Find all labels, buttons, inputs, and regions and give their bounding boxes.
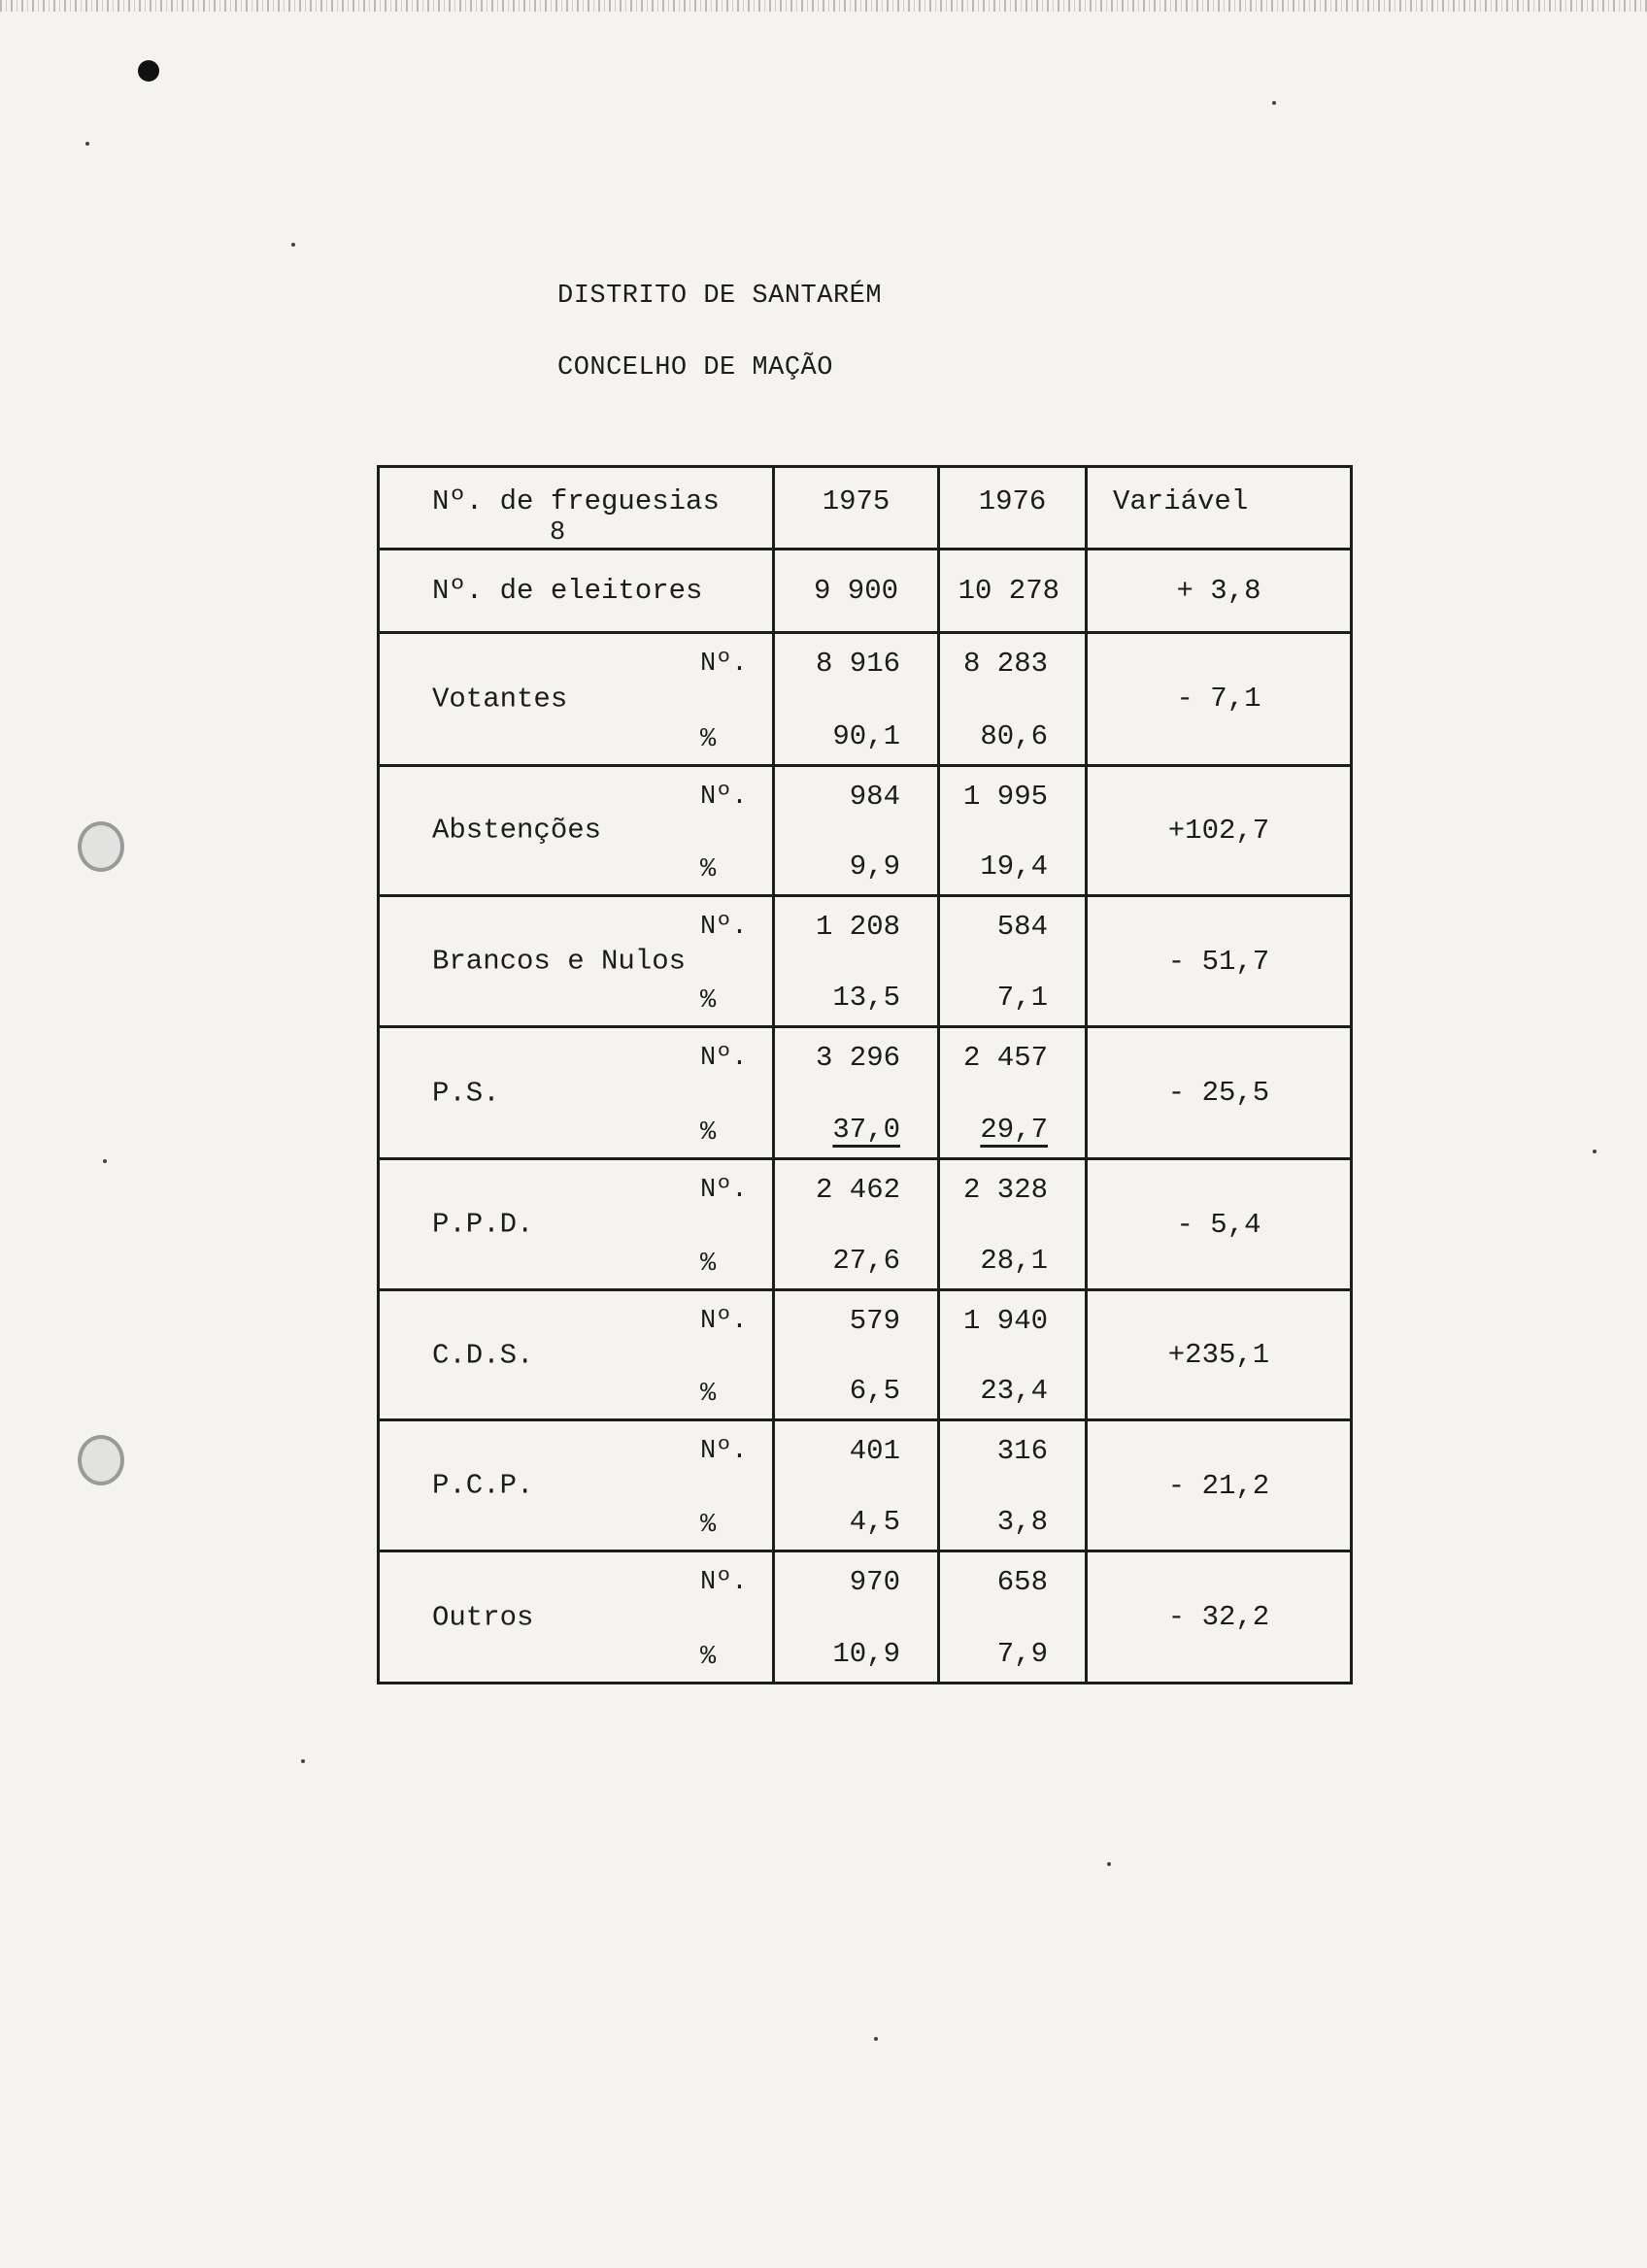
punch-hole-bottom bbox=[78, 1435, 124, 1485]
table-row bbox=[379, 766, 1352, 896]
row-label-wrap bbox=[380, 897, 772, 1026]
percent-1975: 6,5 bbox=[849, 1374, 900, 1407]
percent-1976: 19,4 bbox=[980, 850, 1048, 883]
count-marker: Nº. bbox=[700, 1175, 748, 1205]
percent-1976: 3,8 bbox=[996, 1506, 1048, 1539]
electors-1976: 10 278 bbox=[939, 550, 1087, 632]
count-1976: 584 bbox=[996, 910, 1048, 943]
percent-marker: % bbox=[700, 1643, 717, 1672]
count-marker: Nº. bbox=[700, 912, 748, 942]
values-1976-cell bbox=[939, 1158, 1087, 1290]
percent-marker: % bbox=[700, 986, 717, 1017]
values-pair bbox=[775, 1552, 937, 1682]
parishes-header-cell bbox=[379, 467, 774, 550]
values-pair bbox=[775, 897, 937, 1026]
row-label-cell bbox=[379, 1027, 774, 1159]
row-label-wrap bbox=[380, 1421, 772, 1551]
variation-cell: +235,1 bbox=[1087, 1290, 1352, 1420]
percent-marker: % bbox=[700, 1117, 717, 1148]
district-heading: DISTRITO DE SANTARÉM bbox=[557, 282, 883, 311]
count-1976: 8 283 bbox=[962, 647, 1048, 680]
row-label-cell bbox=[379, 1419, 774, 1551]
percent-marker: % bbox=[700, 1250, 717, 1280]
count-1975: 970 bbox=[849, 1566, 900, 1599]
dust-speck bbox=[85, 142, 89, 146]
table-row bbox=[379, 1551, 1352, 1684]
count-1975: 8 916 bbox=[815, 647, 900, 680]
percent-marker: % bbox=[700, 1379, 717, 1409]
row-label-cell bbox=[379, 1551, 774, 1684]
percent-marker: % bbox=[700, 854, 717, 884]
values-pair bbox=[940, 634, 1085, 765]
row-label-wrap bbox=[380, 1160, 772, 1289]
values-1976-cell bbox=[939, 1027, 1087, 1159]
count-marker: Nº. bbox=[700, 1044, 748, 1074]
ink-blot bbox=[138, 60, 159, 82]
scan-edge-band bbox=[0, 0, 1647, 12]
percent-1975: 27,6 bbox=[832, 1245, 900, 1278]
percent-1975: 10,9 bbox=[832, 1638, 900, 1670]
percent-marker: % bbox=[700, 725, 717, 755]
dust-speck bbox=[874, 2037, 878, 2041]
percent-1976: 80,6 bbox=[980, 720, 1048, 753]
percent-1976: 23,4 bbox=[980, 1374, 1048, 1407]
row-label-cell bbox=[379, 1290, 774, 1420]
values-1975-cell bbox=[774, 1290, 939, 1420]
dust-speck bbox=[301, 1759, 305, 1763]
values-1975-cell bbox=[774, 1027, 939, 1159]
percent-1976: 28,1 bbox=[980, 1245, 1048, 1278]
dust-speck bbox=[103, 1159, 107, 1163]
row-name: Abstenções bbox=[432, 814, 602, 847]
percent-1975: 13,5 bbox=[832, 982, 900, 1015]
values-pair bbox=[940, 1028, 1085, 1157]
values-pair bbox=[940, 1421, 1085, 1551]
percent-marker: % bbox=[700, 1511, 717, 1541]
variation-cell: - 5,4 bbox=[1087, 1158, 1352, 1290]
values-1975-cell bbox=[774, 766, 939, 896]
values-pair bbox=[775, 634, 937, 765]
values-pair bbox=[775, 1421, 937, 1551]
values-1976-cell bbox=[939, 766, 1087, 896]
variation-cell: +102,7 bbox=[1087, 766, 1352, 896]
values-pair bbox=[775, 1291, 937, 1418]
table-row bbox=[379, 1158, 1352, 1290]
row-name: C.D.S. bbox=[432, 1339, 534, 1372]
header-row bbox=[379, 467, 1352, 550]
count-marker: Nº. bbox=[700, 1568, 748, 1598]
count-1975: 401 bbox=[849, 1434, 900, 1467]
count-marker: Nº. bbox=[700, 1307, 748, 1337]
values-pair bbox=[940, 1160, 1085, 1289]
dust-speck bbox=[291, 243, 295, 247]
variation-cell: - 21,2 bbox=[1087, 1419, 1352, 1551]
election-results-table bbox=[377, 465, 1353, 1684]
count-1975: 3 296 bbox=[815, 1042, 900, 1075]
variation-cell: - 25,5 bbox=[1087, 1027, 1352, 1159]
percent-1975: 37,0 bbox=[832, 1113, 900, 1146]
parishes-label: Nº. de freguesias bbox=[432, 485, 720, 517]
values-pair bbox=[775, 767, 937, 894]
table-row bbox=[379, 632, 1352, 766]
values-1976-cell bbox=[939, 1551, 1087, 1684]
count-marker: Nº. bbox=[700, 1436, 748, 1466]
row-label-wrap bbox=[380, 767, 772, 894]
table-row bbox=[379, 895, 1352, 1027]
count-1976: 658 bbox=[996, 1566, 1048, 1599]
variation-cell: - 51,7 bbox=[1087, 895, 1352, 1027]
electors-variation: + 3,8 bbox=[1087, 550, 1352, 632]
percent-1975: 4,5 bbox=[849, 1506, 900, 1539]
row-label-cell bbox=[379, 1158, 774, 1290]
dust-speck bbox=[1272, 101, 1276, 105]
row-name: P.P.D. bbox=[432, 1208, 534, 1241]
values-1976-cell bbox=[939, 632, 1087, 766]
parishes-count: 8 bbox=[550, 518, 566, 548]
row-label-cell bbox=[379, 766, 774, 896]
count-1975: 984 bbox=[849, 781, 900, 814]
count-1976: 316 bbox=[996, 1434, 1048, 1467]
row-name: Outros bbox=[432, 1601, 534, 1634]
count-1976: 1 940 bbox=[962, 1305, 1048, 1338]
values-pair bbox=[940, 767, 1085, 894]
percent-1976: 7,1 bbox=[996, 982, 1048, 1015]
variation-cell: - 7,1 bbox=[1087, 632, 1352, 766]
row-name: Brancos e Nulos bbox=[432, 945, 687, 978]
values-pair bbox=[940, 1291, 1085, 1418]
count-marker: Nº. bbox=[700, 783, 748, 813]
electors-label: Nº. de eleitores bbox=[379, 550, 774, 632]
values-1975-cell bbox=[774, 1419, 939, 1551]
percent-1975: 9,9 bbox=[849, 850, 900, 883]
values-pair bbox=[775, 1028, 937, 1157]
row-label-wrap bbox=[380, 634, 772, 765]
values-1976-cell bbox=[939, 1419, 1087, 1551]
dust-speck bbox=[1107, 1862, 1111, 1866]
values-1976-cell bbox=[939, 1290, 1087, 1420]
row-label-wrap bbox=[380, 1291, 772, 1418]
values-pair bbox=[940, 897, 1085, 1026]
row-label-wrap bbox=[380, 1028, 772, 1157]
count-1976: 2 457 bbox=[962, 1042, 1048, 1075]
values-1975-cell bbox=[774, 632, 939, 766]
count-1975: 579 bbox=[849, 1305, 900, 1338]
count-1976: 2 328 bbox=[962, 1173, 1048, 1206]
dust-speck bbox=[1593, 1150, 1597, 1153]
row-label-cell bbox=[379, 632, 774, 766]
percent-1976: 29,7 bbox=[980, 1113, 1048, 1146]
row-name: P.S. bbox=[432, 1077, 500, 1110]
values-pair bbox=[775, 1160, 937, 1289]
table-row bbox=[379, 1027, 1352, 1159]
values-1975-cell bbox=[774, 1551, 939, 1684]
percent-1975: 90,1 bbox=[832, 720, 900, 753]
municipality-heading: CONCELHO DE MAÇÃO bbox=[557, 353, 833, 383]
count-1975: 2 462 bbox=[815, 1173, 900, 1206]
row-label-wrap bbox=[380, 1552, 772, 1682]
count-1976: 1 995 bbox=[962, 781, 1048, 814]
table-row bbox=[379, 1419, 1352, 1551]
values-1976-cell bbox=[939, 895, 1087, 1027]
variation-cell: - 32,2 bbox=[1087, 1551, 1352, 1684]
values-1975-cell bbox=[774, 895, 939, 1027]
electors-row bbox=[379, 550, 1352, 632]
row-name: P.C.P. bbox=[432, 1469, 534, 1502]
values-pair bbox=[940, 1552, 1085, 1682]
values-1975-cell bbox=[774, 1158, 939, 1290]
punch-hole-top bbox=[78, 821, 124, 872]
table-row bbox=[379, 1290, 1352, 1420]
year-1975-header: 1975 bbox=[774, 467, 939, 550]
percent-1976: 7,9 bbox=[996, 1638, 1048, 1670]
count-1975: 1 208 bbox=[815, 910, 900, 943]
variation-header: Variável bbox=[1087, 467, 1352, 550]
year-1976-header: 1976 bbox=[939, 467, 1087, 550]
count-marker: Nº. bbox=[700, 649, 748, 679]
electors-1975: 9 900 bbox=[774, 550, 939, 632]
row-label-cell bbox=[379, 895, 774, 1027]
row-name: Votantes bbox=[432, 683, 568, 716]
